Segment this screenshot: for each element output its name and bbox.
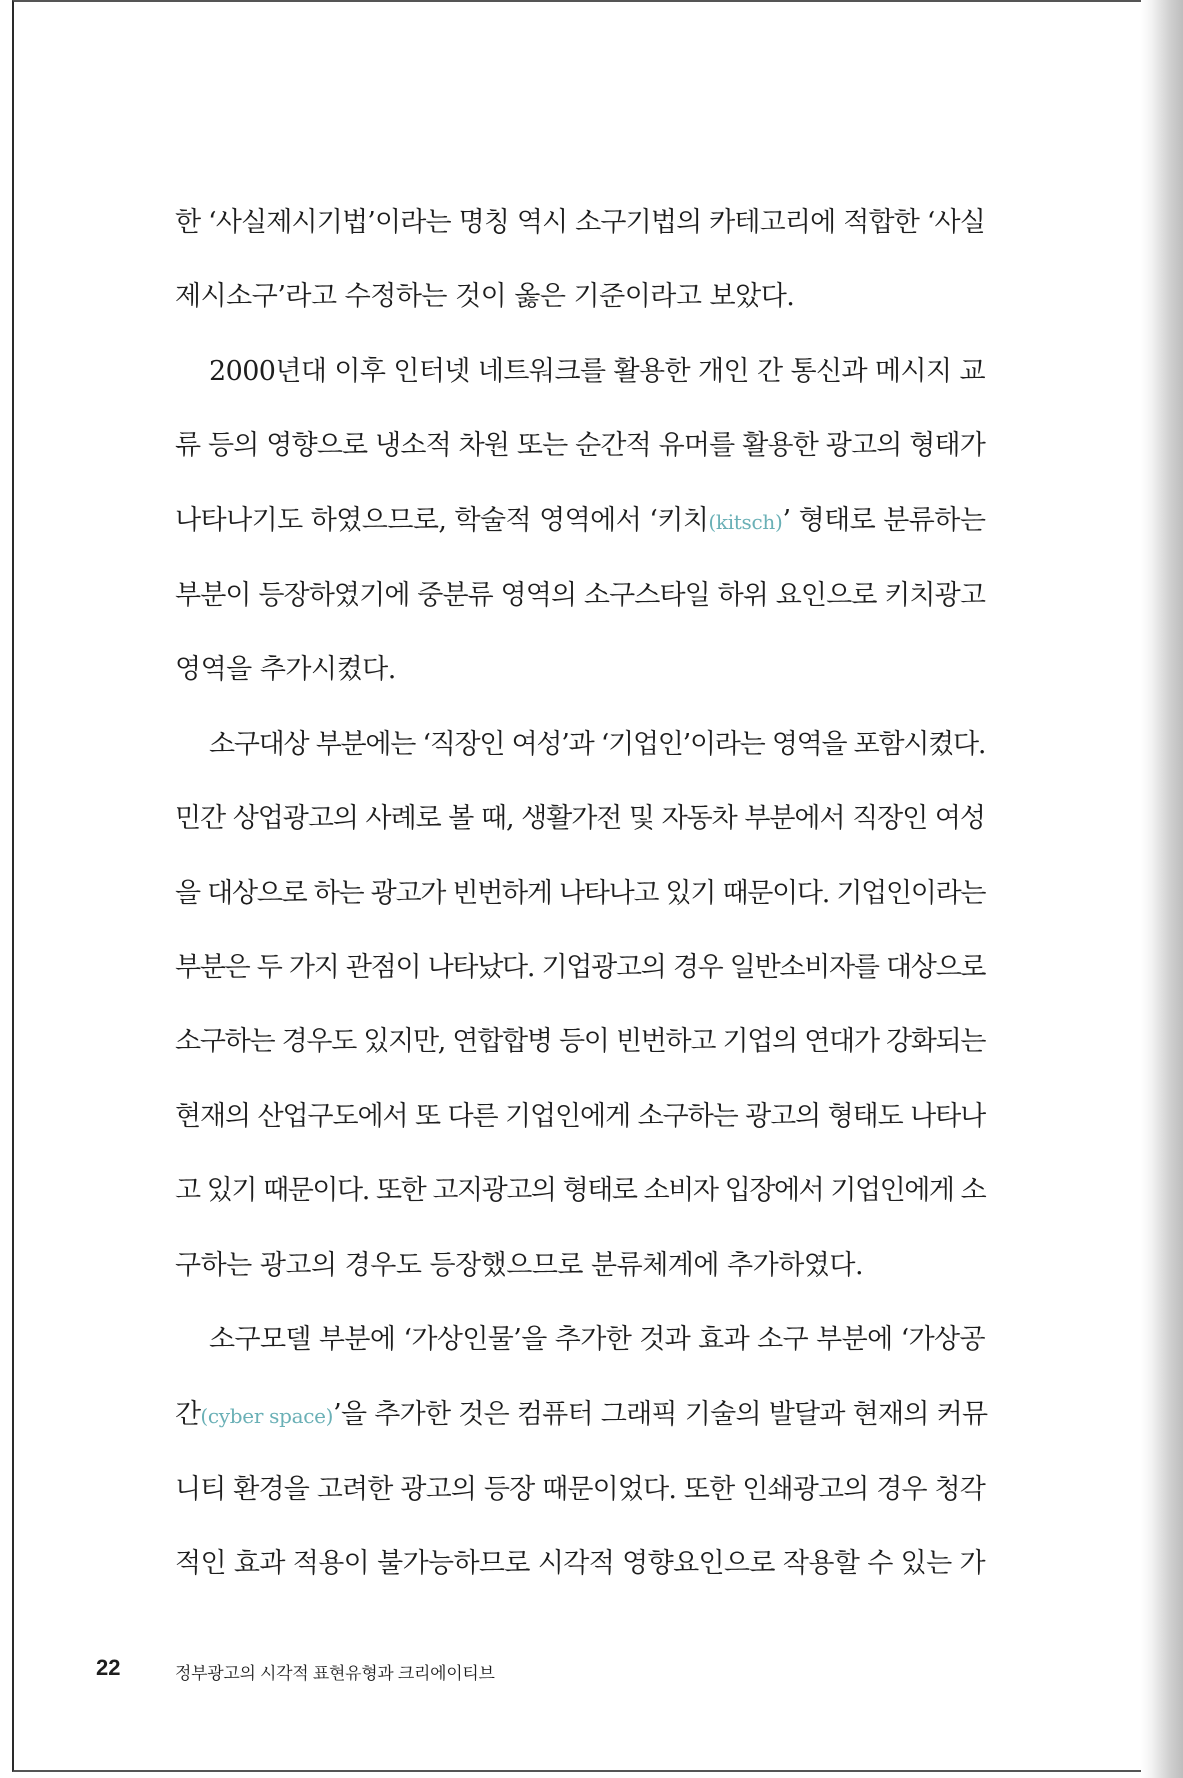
text-line: 니티 환경을 고려한 광고의 등장 때문이었다. 또한 인쇄광고의 경우 청각 bbox=[175, 1473, 985, 1505]
running-title: 정부광고의 시각적 표현유형과 크리에이티브 bbox=[175, 1664, 495, 1683]
paragraph-4 bbox=[175, 1303, 988, 1602]
text-line: 영역을 추가시켰다. bbox=[175, 654, 396, 686]
text-line: 구하는 광고의 경우도 등장했으므로 분류체계에 추가하였다. bbox=[175, 1249, 864, 1281]
text-segment: ’ 형태로 분류하는 bbox=[782, 504, 986, 536]
page-number: 22 bbox=[96, 1655, 121, 1680]
text-line: 제시소구’라고 수정하는 것이 옳은 기준이라고 보았다. bbox=[175, 281, 795, 313]
paragraph-3 bbox=[175, 708, 985, 1303]
page-edge-shadow bbox=[1141, 0, 1183, 1778]
text-line: 민간 상업광고의 사례로 볼 때, 생활가전 및 자동차 부분에서 직장인 여성 bbox=[175, 803, 985, 835]
gloss-kitsch: (kitsch) bbox=[708, 509, 783, 534]
text-line-with-gloss bbox=[175, 1378, 988, 1453]
text-segment: 간 bbox=[175, 1398, 201, 1430]
text-line: 부분이 등장하였기에 중분류 영역의 소구스타일 하위 요인으로 키치광고 bbox=[175, 580, 986, 612]
text-line: 부분은 두 가지 관점이 나타났다. 기업광고의 경우 일반소비자를 대상으로 bbox=[175, 952, 986, 984]
text-segment: 나타나기도 하였으므로, 학술적 영역에서 ‘키치 bbox=[175, 504, 709, 536]
body-text bbox=[175, 186, 988, 1602]
text-line: 류 등의 영향으로 냉소적 차원 또는 순간적 유머를 활용한 광고의 형태가 bbox=[175, 430, 985, 462]
text-line: 을 대상으로 하는 광고가 빈번하게 나타나고 있기 때문이다. 기업인이라는 bbox=[175, 877, 986, 909]
text-line: 현재의 산업구도에서 또 다른 기업인에게 소구하는 광고의 형태도 나타나 bbox=[175, 1100, 986, 1132]
text-line: 한 ‘사실제시기법’이라는 명칭 역시 소구기법의 카테고리에 적합한 ‘사실 bbox=[175, 207, 985, 238]
text-line: 소구대상 부분에는 ‘직장인 여성’과 ‘기업인’이라는 영역을 포함시켰다. bbox=[209, 728, 986, 760]
text-segment: ’을 추가한 것은 컴퓨터 그래픽 기술의 발달과 현재의 커뮤 bbox=[333, 1398, 988, 1430]
text-line: 2000년대 이후 인터넷 네트워크를 활용한 개인 간 통신과 메시지 교 bbox=[209, 355, 986, 387]
paragraph-1 bbox=[175, 186, 985, 335]
text-line: 소구하는 경우도 있지만, 연합합병 등이 빈번하고 기업의 연대가 강화되는 bbox=[175, 1026, 986, 1058]
text-line: 고 있기 때문이다. 또한 고지광고의 형태로 소비자 입장에서 기업인에게 소 bbox=[175, 1175, 986, 1207]
text-line-with-gloss bbox=[175, 484, 985, 559]
text-line: 소구모델 부분에 ‘가상인물’을 추가한 것과 효과 소구 부분에 ‘가상공 bbox=[209, 1324, 985, 1356]
gloss-cyber-space: (cyber space) bbox=[200, 1403, 334, 1428]
text-line: 적인 효과 적용이 불가능하므로 시각적 영향요인으로 작용할 수 있는 가 bbox=[175, 1548, 985, 1580]
paragraph-2 bbox=[175, 335, 985, 708]
